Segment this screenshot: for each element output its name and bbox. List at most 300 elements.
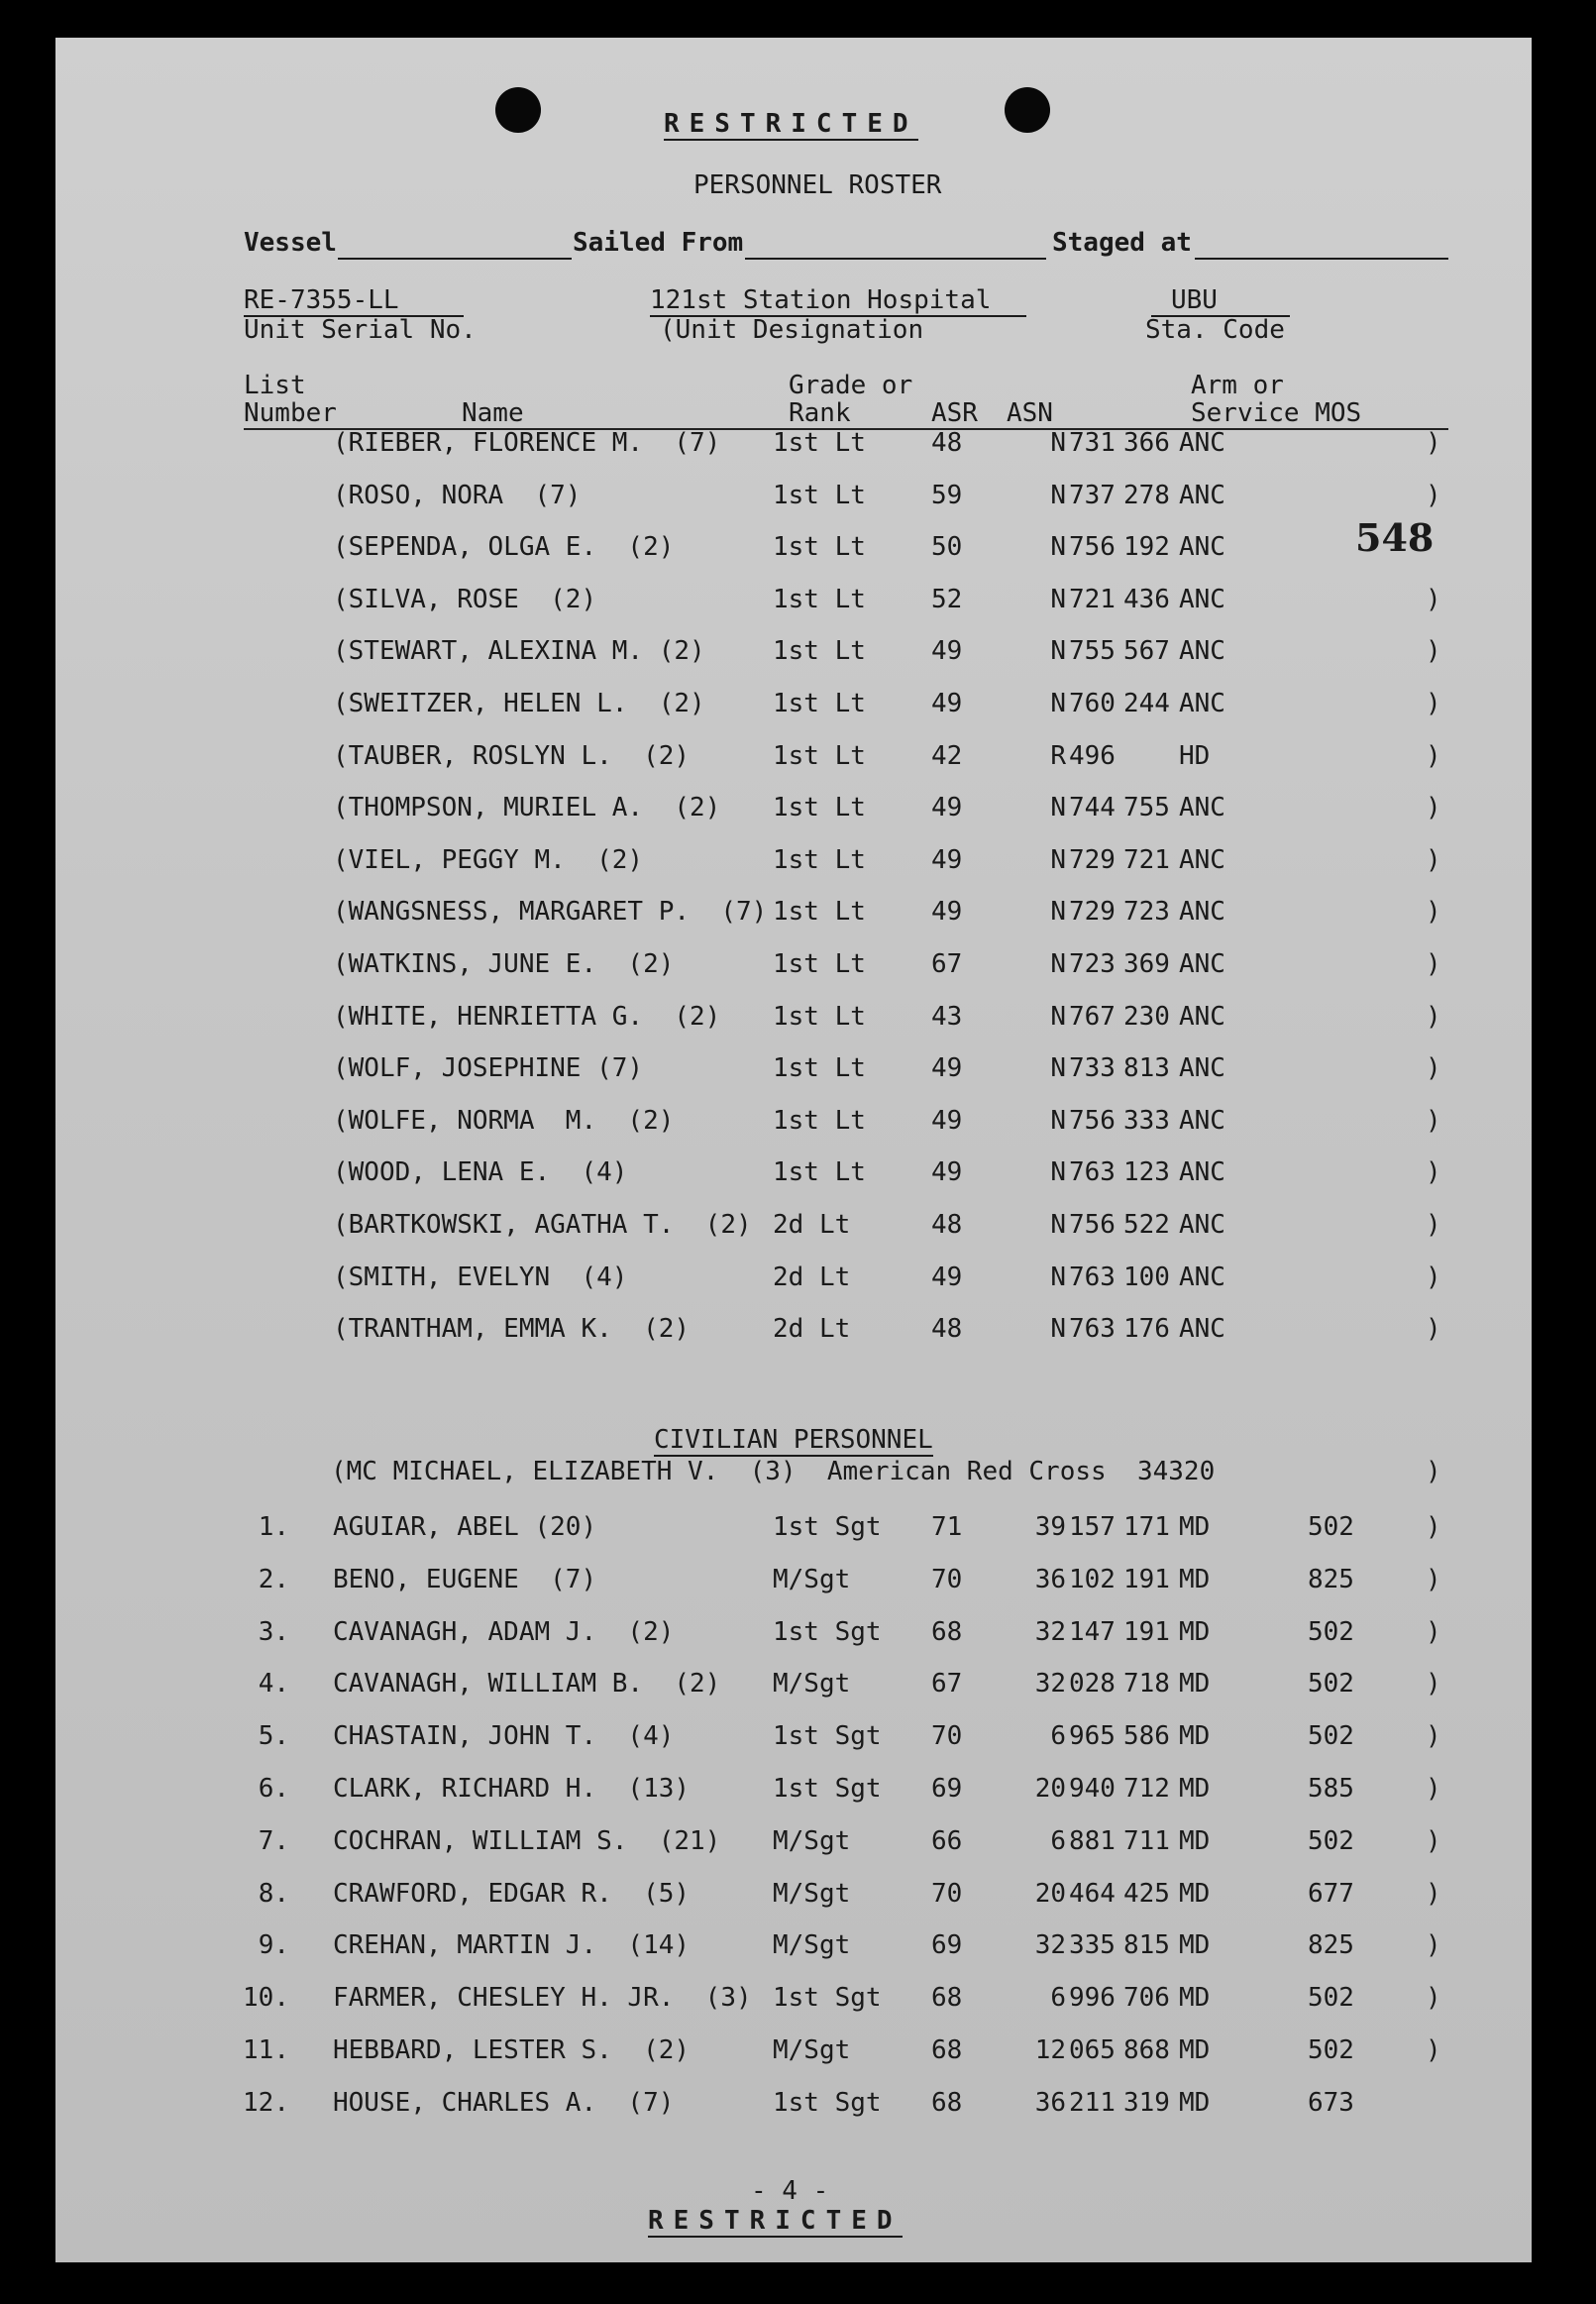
asn-part: 366 xyxy=(1123,428,1170,458)
asn-part: 763 xyxy=(1069,1262,1116,1292)
asn-part: 868 xyxy=(1123,2035,1170,2065)
arm-or-service: ANC xyxy=(1179,1157,1225,1188)
mos: 825 xyxy=(1308,1930,1354,1961)
asn-part: 028 xyxy=(1069,1669,1116,1700)
officer-row xyxy=(55,530,1532,564)
rank: 1st Lt xyxy=(773,1157,866,1188)
arm-or-service: MD xyxy=(1179,2087,1211,2118)
closing-paren: ) xyxy=(1426,1878,1441,1909)
arm-or-service: MD xyxy=(1179,1983,1211,2014)
arm-or-service: MD xyxy=(1179,1825,1211,1856)
person-name: (TAUBER, ROSLYN L. (2) xyxy=(333,740,691,771)
civilian-heading: CIVILIAN PERSONNEL xyxy=(654,1425,933,1455)
asn-part: 763 xyxy=(1069,1157,1116,1188)
asn-prefix: 32 xyxy=(1034,1616,1066,1647)
asn-part: 721 xyxy=(1069,584,1116,614)
arm-or-service: ANC xyxy=(1179,636,1225,667)
arm-or-service: MD xyxy=(1179,2035,1211,2065)
person-name: CREHAN, MARTIN J. (14) xyxy=(333,1930,691,1961)
asr: 48 xyxy=(931,1210,963,1240)
rank: 2d Lt xyxy=(773,1210,851,1240)
rank: 1st Sgt xyxy=(773,1616,882,1647)
asn-part: 813 xyxy=(1123,1053,1170,1084)
asn-part: 756 xyxy=(1069,1105,1116,1136)
closing-paren: ) xyxy=(1426,1930,1441,1961)
mos: 502 xyxy=(1308,1616,1354,1647)
list-number: 10. xyxy=(243,1983,289,2014)
asr: 49 xyxy=(931,897,963,928)
asr: 48 xyxy=(931,428,963,458)
sailed-from-label: Sailed From xyxy=(573,228,744,258)
person-name: (SEPENDA, OLGA E. (2) xyxy=(333,532,675,563)
asr: 67 xyxy=(931,1669,963,1700)
list-number: 7. xyxy=(258,1825,289,1856)
asn-part: 756 xyxy=(1069,1210,1116,1240)
asn-part: 763 xyxy=(1069,1314,1116,1345)
rank: 1st Lt xyxy=(773,636,866,667)
asn-part: 755 xyxy=(1069,636,1116,667)
enlisted-row xyxy=(55,1719,1532,1753)
officer-row xyxy=(55,1155,1532,1189)
rank: 1st Lt xyxy=(773,480,866,510)
asn-prefix: 20 xyxy=(1034,1774,1066,1804)
person-name: AGUIAR, ABEL (20) xyxy=(333,1512,597,1542)
asn-part: 586 xyxy=(1123,1721,1170,1752)
roster-title: PERSONNEL ROSTER xyxy=(693,170,942,200)
closing-paren: ) xyxy=(1426,428,1441,458)
enlisted-row xyxy=(55,1667,1532,1701)
asn-part: 464 xyxy=(1069,1878,1116,1909)
stamp-number: 548 xyxy=(1355,515,1435,560)
asn-part: 278 xyxy=(1123,480,1170,510)
asn-part: 767 xyxy=(1069,1001,1116,1032)
closing-paren: ) xyxy=(1426,2035,1441,2065)
asn-prefix: N xyxy=(1050,1001,1066,1032)
enlisted-row xyxy=(55,1981,1532,2015)
asr: 68 xyxy=(931,2035,963,2065)
arm-or-service: ANC xyxy=(1179,1053,1225,1084)
col-grade: Grade or xyxy=(789,371,913,400)
closing-paren: ) xyxy=(1426,740,1441,771)
asn-part: 191 xyxy=(1123,1616,1170,1647)
arm-or-service: HD xyxy=(1179,740,1211,771)
vessel-field xyxy=(338,258,572,260)
sailed-from-field xyxy=(745,258,1046,260)
closing-paren: ) xyxy=(1426,793,1441,823)
officer-row xyxy=(55,1104,1532,1138)
asn-part: 940 xyxy=(1069,1774,1116,1804)
arm-or-service: ANC xyxy=(1179,689,1225,718)
col-name: Name xyxy=(462,398,524,428)
person-name: (WATKINS, JUNE E. (2) xyxy=(333,949,675,979)
arm-or-service: ANC xyxy=(1179,532,1225,563)
closing-paren: ) xyxy=(1426,584,1441,614)
arm-or-service: ANC xyxy=(1179,584,1225,614)
asn-part: 333 xyxy=(1123,1105,1170,1136)
asn-part: 335 xyxy=(1069,1930,1116,1961)
officer-row xyxy=(55,1000,1532,1034)
page-number: - 4 - xyxy=(751,2176,829,2206)
asn-part: 065 xyxy=(1069,2035,1116,2065)
asn-prefix: N xyxy=(1050,1053,1066,1084)
asn-prefix: 36 xyxy=(1034,2087,1066,2118)
officer-row xyxy=(55,687,1532,720)
asr: 59 xyxy=(931,480,963,510)
closing-paren: ) xyxy=(1426,1210,1441,1240)
arm-or-service: ANC xyxy=(1179,1262,1225,1292)
asn-part: 436 xyxy=(1123,584,1170,614)
civilian-entry: (MC MICHAEL, ELIZABETH V. (3) American Red Cross 34320 xyxy=(331,1457,1216,1486)
person-name: (WHITE, HENRIETTA G. (2) xyxy=(333,1001,721,1032)
list-number: 1. xyxy=(258,1512,289,1542)
asn-prefix: N xyxy=(1050,532,1066,563)
arm-or-service: MD xyxy=(1179,1878,1211,1909)
person-name: HOUSE, CHARLES A. (7) xyxy=(333,2087,675,2118)
arm-or-service: MD xyxy=(1179,1930,1211,1961)
asn-part: 723 xyxy=(1069,949,1116,979)
asn-part: 711 xyxy=(1123,1825,1170,1856)
person-name: CLARK, RICHARD H. (13) xyxy=(333,1774,691,1804)
asr: 49 xyxy=(931,1053,963,1084)
asr: 68 xyxy=(931,2087,963,2118)
asr: 49 xyxy=(931,1262,963,1292)
mos: 502 xyxy=(1308,1721,1354,1752)
classification-top: RESTRICTED xyxy=(664,109,918,139)
asr: 42 xyxy=(931,740,963,771)
list-number: 9. xyxy=(258,1930,289,1961)
asr: 49 xyxy=(931,1105,963,1136)
rank: 1st Lt xyxy=(773,428,866,458)
person-name: HEBBARD, LESTER S. (2) xyxy=(333,2035,691,2065)
col-service-mos: Service MOS xyxy=(1191,398,1362,428)
person-name: FARMER, CHESLEY H. JR. (3) xyxy=(333,1983,752,2014)
asn-part: 211 xyxy=(1069,2087,1116,2118)
asn-part: 244 xyxy=(1123,689,1170,718)
asn-part: 731 xyxy=(1069,428,1116,458)
officer-row xyxy=(55,791,1532,824)
person-name: (BARTKOWSKI, AGATHA T. (2) xyxy=(333,1210,752,1240)
rank: 1st Lt xyxy=(773,584,866,614)
rank: M/Sgt xyxy=(773,1564,851,1594)
mos: 677 xyxy=(1308,1878,1354,1909)
asn-prefix: N xyxy=(1050,1105,1066,1136)
asr: 70 xyxy=(931,1878,963,1909)
asn-part: 881 xyxy=(1069,1825,1116,1856)
mos: 502 xyxy=(1308,1983,1354,2014)
punch-hole-left xyxy=(495,87,541,133)
col-number: Number xyxy=(244,398,337,428)
closing-paren: ) xyxy=(1426,1669,1441,1700)
officer-row xyxy=(55,947,1532,981)
asn-prefix: N xyxy=(1050,1157,1066,1188)
asn-part: 192 xyxy=(1123,532,1170,563)
asn-prefix: 39 xyxy=(1034,1512,1066,1542)
asn-part: 756 xyxy=(1069,532,1116,563)
arm-or-service: MD xyxy=(1179,1669,1211,1700)
asr: 69 xyxy=(931,1930,963,1961)
rank: 1st Lt xyxy=(773,793,866,823)
rank: M/Sgt xyxy=(773,1878,851,1909)
asr: 49 xyxy=(931,1157,963,1188)
asn-part: 721 xyxy=(1123,844,1170,875)
civilian-row xyxy=(55,1455,1532,1488)
person-name: (THOMPSON, MURIEL A. (2) xyxy=(333,793,721,823)
enlisted-row xyxy=(55,1824,1532,1858)
rank: 1st Lt xyxy=(773,1001,866,1032)
rank: 2d Lt xyxy=(773,1314,851,1345)
closing-paren: ) xyxy=(1426,1616,1441,1647)
rank: 1st Lt xyxy=(773,844,866,875)
rank: 1st Sgt xyxy=(773,2087,882,2118)
officer-row xyxy=(55,634,1532,668)
mos: 585 xyxy=(1308,1774,1354,1804)
rank: 1st Lt xyxy=(773,532,866,563)
arm-or-service: ANC xyxy=(1179,949,1225,979)
officer-row xyxy=(55,583,1532,616)
asn-prefix: N xyxy=(1050,844,1066,875)
staged-at-field xyxy=(1195,258,1448,260)
col-rank: Rank xyxy=(789,398,851,428)
col-asr: ASR xyxy=(931,398,978,428)
asr: 48 xyxy=(931,1314,963,1345)
asr: 68 xyxy=(931,1983,963,2014)
asn-part: 729 xyxy=(1069,897,1116,928)
arm-or-service: ANC xyxy=(1179,1314,1225,1345)
asr: 66 xyxy=(931,1825,963,1856)
mos: 502 xyxy=(1308,1512,1354,1542)
asn-part: 319 xyxy=(1123,2087,1170,2118)
person-name: (WOOD, LENA E. (4) xyxy=(333,1157,628,1188)
rank: 1st Lt xyxy=(773,1105,866,1136)
classification-bottom: RESTRICTED xyxy=(648,2206,903,2236)
asn-part: 171 xyxy=(1123,1512,1170,1542)
asn-part: 737 xyxy=(1069,480,1116,510)
asn-part: 729 xyxy=(1069,844,1116,875)
asn-prefix: 12 xyxy=(1034,2035,1066,2065)
asr: 49 xyxy=(931,636,963,667)
station-code-label: Sta. Code xyxy=(1145,315,1285,345)
arm-or-service: ANC xyxy=(1179,1001,1225,1032)
asn-prefix: 20 xyxy=(1034,1878,1066,1909)
closing-paren: ) xyxy=(1426,689,1441,718)
unit-serial-label: Unit Serial No. xyxy=(244,315,477,345)
closing-paren: ) xyxy=(1426,1053,1441,1084)
rank: 1st Lt xyxy=(773,897,866,928)
arm-or-service: ANC xyxy=(1179,793,1225,823)
asn-prefix: 6 xyxy=(1050,1721,1066,1752)
asr: 70 xyxy=(931,1721,963,1752)
asn-part: 157 xyxy=(1069,1512,1116,1542)
station-code: UBU xyxy=(1151,285,1290,317)
asr: 70 xyxy=(931,1564,963,1594)
enlisted-row xyxy=(55,2033,1532,2067)
asn-part: 760 xyxy=(1069,689,1116,718)
person-name: (TRANTHAM, EMMA K. (2) xyxy=(333,1314,691,1345)
asn-prefix: N xyxy=(1050,949,1066,979)
asn-part: 191 xyxy=(1123,1564,1170,1594)
closing-paren: ) xyxy=(1426,1512,1441,1542)
officer-row xyxy=(55,843,1532,877)
person-name: CAVANAGH, ADAM J. (2) xyxy=(333,1616,675,1647)
asn-prefix: N xyxy=(1050,1210,1066,1240)
asn-part: 733 xyxy=(1069,1053,1116,1084)
col-arm: Arm or xyxy=(1191,371,1284,400)
asr: 43 xyxy=(931,1001,963,1032)
asn-prefix: 36 xyxy=(1034,1564,1066,1594)
officer-row xyxy=(55,426,1532,460)
mos: 825 xyxy=(1308,1564,1354,1594)
list-number: 4. xyxy=(258,1669,289,1700)
asn-part: 706 xyxy=(1123,1983,1170,2014)
asn-part: 744 xyxy=(1069,793,1116,823)
asn-prefix: 32 xyxy=(1034,1930,1066,1961)
person-name: (SMITH, EVELYN (4) xyxy=(333,1262,628,1292)
arm-or-service: MD xyxy=(1179,1721,1211,1752)
asn-part: 815 xyxy=(1123,1930,1170,1961)
asn-prefix: N xyxy=(1050,1314,1066,1345)
rank: M/Sgt xyxy=(773,1930,851,1961)
vessel-label: Vessel xyxy=(244,228,337,258)
asn-part: 522 xyxy=(1123,1210,1170,1240)
asr: 67 xyxy=(931,949,963,979)
asn-part: 176 xyxy=(1123,1314,1170,1345)
list-number: 8. xyxy=(258,1878,289,1909)
asn-part: 102 xyxy=(1069,1564,1116,1594)
asn-part: 147 xyxy=(1069,1616,1116,1647)
enlisted-row xyxy=(55,1563,1532,1596)
asn-part: 230 xyxy=(1123,1001,1170,1032)
rank: 1st Lt xyxy=(773,1053,866,1084)
asn-prefix: 32 xyxy=(1034,1669,1066,1700)
person-name: CHASTAIN, JOHN T. (4) xyxy=(333,1721,675,1752)
rank: 1st Sgt xyxy=(773,1774,882,1804)
arm-or-service: ANC xyxy=(1179,897,1225,928)
enlisted-row xyxy=(55,1877,1532,1911)
officer-row xyxy=(55,895,1532,929)
arm-or-service: MD xyxy=(1179,1616,1211,1647)
roster-page xyxy=(55,38,1532,2262)
asn-part: 723 xyxy=(1123,897,1170,928)
closing-paren: ) xyxy=(1426,1721,1441,1752)
arm-or-service: MD xyxy=(1179,1564,1211,1594)
closing-paren: ) xyxy=(1426,480,1441,510)
enlisted-row xyxy=(55,1615,1532,1649)
asr: 49 xyxy=(931,793,963,823)
enlisted-row xyxy=(55,2086,1532,2120)
closing-paren: ) xyxy=(1426,1774,1441,1804)
staged-at-label: Staged at xyxy=(1052,228,1192,258)
person-name: (VIEL, PEGGY M. (2) xyxy=(333,844,644,875)
list-number: 11. xyxy=(243,2035,289,2065)
rank: 1st Sgt xyxy=(773,1983,882,2014)
list-number: 6. xyxy=(258,1774,289,1804)
asn-prefix: N xyxy=(1050,480,1066,510)
rank: M/Sgt xyxy=(773,1825,851,1856)
person-name: BENO, EUGENE (7) xyxy=(333,1564,597,1594)
rank: 1st Sgt xyxy=(773,1721,882,1752)
asn-prefix: N xyxy=(1050,897,1066,928)
asn-part: 567 xyxy=(1123,636,1170,667)
asn-prefix: 6 xyxy=(1050,1825,1066,1856)
officer-row xyxy=(55,739,1532,773)
rank: 2d Lt xyxy=(773,1262,851,1292)
unit-serial: RE-7355-LL xyxy=(244,285,464,317)
list-number: 5. xyxy=(258,1721,289,1752)
asn-prefix: N xyxy=(1050,689,1066,718)
asn-prefix: N xyxy=(1050,636,1066,667)
asn-part: 425 xyxy=(1123,1878,1170,1909)
asn-prefix: N xyxy=(1050,793,1066,823)
asn-part: 123 xyxy=(1123,1157,1170,1188)
mos: 502 xyxy=(1308,1825,1354,1856)
person-name: (SILVA, ROSE (2) xyxy=(333,584,597,614)
closing-paren: ) xyxy=(1426,1262,1441,1292)
asn-part: 369 xyxy=(1123,949,1170,979)
mos: 673 xyxy=(1308,2087,1354,2118)
closing-paren: ) xyxy=(1426,1314,1441,1345)
person-name: (RIEBER, FLORENCE M. (7) xyxy=(333,428,721,458)
arm-or-service: ANC xyxy=(1179,1105,1225,1136)
officer-row xyxy=(55,1261,1532,1294)
enlisted-row xyxy=(55,1772,1532,1806)
mos: 502 xyxy=(1308,1669,1354,1700)
arm-or-service: MD xyxy=(1179,1512,1211,1542)
person-name: (STEWART, ALEXINA M. (2) xyxy=(333,636,705,667)
person-name: (WOLF, JOSEPHINE (7) xyxy=(333,1053,644,1084)
closing-paren: ) xyxy=(1426,1983,1441,2014)
asn-prefix: 6 xyxy=(1050,1983,1066,2014)
officer-row xyxy=(55,479,1532,512)
asr: 71 xyxy=(931,1512,963,1542)
punch-hole-right xyxy=(1005,87,1050,133)
rank: 1st Lt xyxy=(773,740,866,771)
asn-prefix: N xyxy=(1050,428,1066,458)
arm-or-service: ANC xyxy=(1179,428,1225,458)
closing-paren: ) xyxy=(1426,949,1441,979)
civilian-paren: ) xyxy=(1426,1457,1441,1486)
unit-designation-label: (Unit Designation xyxy=(660,315,924,345)
asn-part: 965 xyxy=(1069,1721,1116,1752)
asn-prefix: R xyxy=(1050,740,1066,771)
person-name: COCHRAN, WILLIAM S. (21) xyxy=(333,1825,721,1856)
asn-part: 712 xyxy=(1123,1774,1170,1804)
person-name: CRAWFORD, EDGAR R. (5) xyxy=(333,1878,691,1909)
list-number: 12. xyxy=(243,2087,289,2118)
unit-designation: 121st Station Hospital xyxy=(650,285,1026,317)
closing-paren: ) xyxy=(1426,897,1441,928)
officer-row xyxy=(55,1051,1532,1085)
asn-prefix: N xyxy=(1050,584,1066,614)
asn-part: 755 xyxy=(1123,793,1170,823)
list-number: 3. xyxy=(258,1616,289,1647)
person-name: (WANGSNESS, MARGARET P. (7) xyxy=(333,897,768,928)
asn-prefix: N xyxy=(1050,1262,1066,1292)
col-list: List xyxy=(244,371,306,400)
asr: 49 xyxy=(931,844,963,875)
person-name: (SWEITZER, HELEN L. (2) xyxy=(333,689,705,718)
enlisted-row xyxy=(55,1928,1532,1962)
rank: 1st Lt xyxy=(773,949,866,979)
arm-or-service: MD xyxy=(1179,1774,1211,1804)
asr: 69 xyxy=(931,1774,963,1804)
arm-or-service: ANC xyxy=(1179,480,1225,510)
asr: 52 xyxy=(931,584,963,614)
mos: 502 xyxy=(1308,2035,1354,2065)
arm-or-service: ANC xyxy=(1179,1210,1225,1240)
rank: 1st Sgt xyxy=(773,1512,882,1542)
officer-row xyxy=(55,1208,1532,1242)
asr: 49 xyxy=(931,689,963,718)
